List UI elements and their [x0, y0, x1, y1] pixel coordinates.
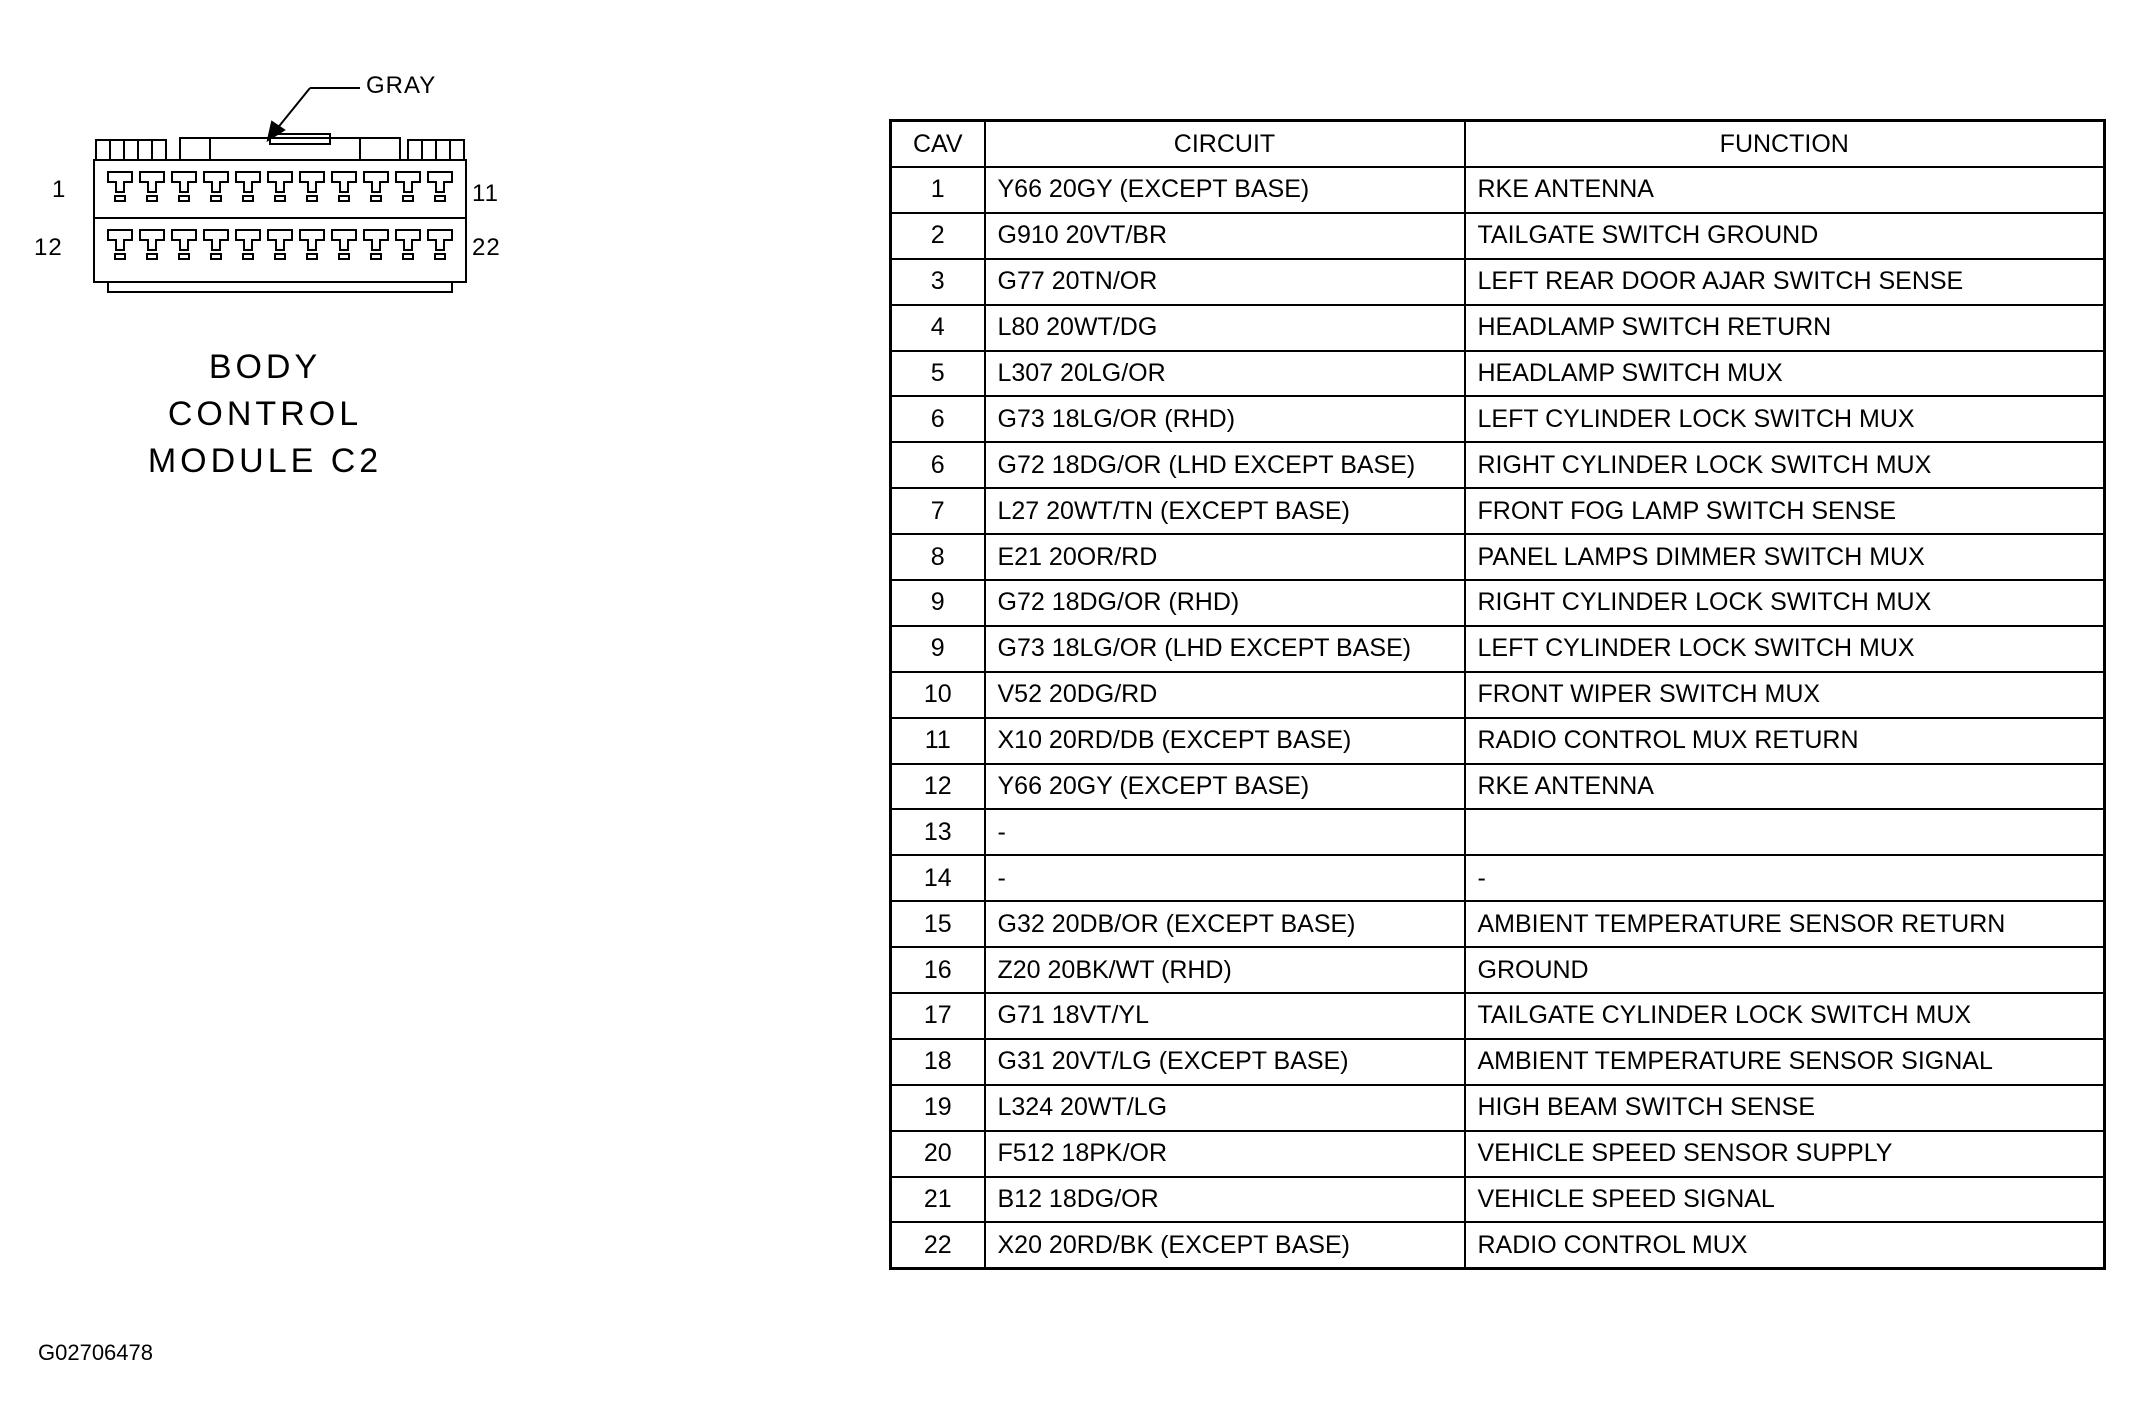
table-row [891, 580, 2105, 626]
cell-circuit: G77 20TN/OR [985, 259, 1465, 305]
cell-cav: 16 [891, 947, 985, 993]
pin-terminal [396, 230, 420, 259]
cell-circuit: G73 18LG/OR (RHD) [985, 396, 1465, 442]
cell-cav: 17 [891, 993, 985, 1039]
pin-terminal [364, 230, 388, 259]
table-row [891, 442, 2105, 488]
table-row [891, 718, 2105, 764]
cell-circuit: L80 20WT/DG [985, 305, 1465, 351]
cell-function: RKE ANTENNA [1465, 764, 2105, 810]
cell-circuit: L307 20LG/OR [985, 351, 1465, 397]
pin-terminal [268, 230, 292, 259]
cell-circuit: G31 20VT/LG (EXCEPT BASE) [985, 1039, 1465, 1085]
cell-cav: 20 [891, 1131, 985, 1177]
pin-terminal [396, 172, 420, 201]
cell-function: HEADLAMP SWITCH RETURN [1465, 305, 2105, 351]
cell-circuit: - [985, 855, 1465, 901]
cell-circuit: E21 20OR/RD [985, 534, 1465, 580]
pin-terminal [364, 172, 388, 201]
table-row [891, 764, 2105, 810]
cell-function: FRONT WIPER SWITCH MUX [1465, 672, 2105, 718]
cell-function: RADIO CONTROL MUX RETURN [1465, 718, 2105, 764]
connector-diagram [30, 60, 530, 320]
cell-circuit: B12 18DG/OR [985, 1177, 1465, 1223]
pin-label-top-left: 1 [52, 176, 67, 203]
cell-cav: 19 [891, 1085, 985, 1131]
cell-cav: 12 [891, 764, 985, 810]
table-row [891, 1131, 2105, 1177]
table-row [891, 855, 2105, 901]
table-row [891, 947, 2105, 993]
cell-cav: 6 [891, 442, 985, 488]
pin-label-top-right: 11 [472, 180, 499, 207]
cell-cav: 2 [891, 213, 985, 259]
cell-function: RIGHT CYLINDER LOCK SWITCH MUX [1465, 580, 2105, 626]
cell-circuit: Y66 20GY (EXCEPT BASE) [985, 167, 1465, 213]
cell-function: LEFT CYLINDER LOCK SWITCH MUX [1465, 396, 2105, 442]
cell-circuit: G72 18DG/OR (LHD EXCEPT BASE) [985, 442, 1465, 488]
cell-cav: 14 [891, 855, 985, 901]
table-row [891, 809, 2105, 855]
pin-terminal [300, 230, 324, 259]
cell-circuit: G72 18DG/OR (RHD) [985, 580, 1465, 626]
cell-function: GROUND [1465, 947, 2105, 993]
header-circuit: CIRCUIT [985, 121, 1465, 168]
module-title-line-1: BODY [208, 348, 322, 386]
table-row [891, 351, 2105, 397]
pinout-table [889, 119, 2106, 1270]
cell-cav: 4 [891, 305, 985, 351]
table-row [891, 993, 2105, 1039]
cell-cav: 1 [891, 167, 985, 213]
cell-cav: 9 [891, 626, 985, 672]
table-row [891, 901, 2105, 947]
table-row [891, 1039, 2105, 1085]
module-title-line-2: CONTROL [167, 395, 363, 433]
cell-circuit: Y66 20GY (EXCEPT BASE) [985, 764, 1465, 810]
pin-terminal [268, 172, 292, 201]
pin-terminal [172, 172, 196, 201]
table-header-row [891, 121, 2105, 168]
pin-terminal [332, 230, 356, 259]
cell-cav: 7 [891, 488, 985, 534]
table-row [891, 396, 2105, 442]
table-row [891, 167, 2105, 213]
table-row [891, 672, 2105, 718]
cell-circuit: X10 20RD/DB (EXCEPT BASE) [985, 718, 1465, 764]
pin-terminal [140, 172, 164, 201]
cell-cav: 21 [891, 1177, 985, 1223]
table-body [891, 167, 2105, 1269]
cell-cav: 13 [891, 809, 985, 855]
pin-terminal [300, 172, 324, 201]
pin-label-bottom-left: 12 [34, 234, 63, 261]
cell-circuit: L27 20WT/TN (EXCEPT BASE) [985, 488, 1465, 534]
cell-cav: 3 [891, 259, 985, 305]
cell-function: AMBIENT TEMPERATURE SENSOR RETURN [1465, 901, 2105, 947]
cell-circuit: - [985, 809, 1465, 855]
cell-function: VEHICLE SPEED SENSOR SUPPLY [1465, 1131, 2105, 1177]
cell-cav: 11 [891, 718, 985, 764]
pin-terminal [332, 172, 356, 201]
cell-cav: 6 [891, 396, 985, 442]
cell-function: TAILGATE SWITCH GROUND [1465, 213, 2105, 259]
module-title [110, 344, 420, 485]
cell-circuit: Z20 20BK/WT (RHD) [985, 947, 1465, 993]
cell-circuit: G910 20VT/BR [985, 213, 1465, 259]
cell-circuit: G32 20DB/OR (EXCEPT BASE) [985, 901, 1465, 947]
cell-function: LEFT CYLINDER LOCK SWITCH MUX [1465, 626, 2105, 672]
cell-cav: 18 [891, 1039, 985, 1085]
pin-terminal [140, 230, 164, 259]
cell-cav: 15 [891, 901, 985, 947]
cell-function: FRONT FOG LAMP SWITCH SENSE [1465, 488, 2105, 534]
cell-function: LEFT REAR DOOR AJAR SWITCH SENSE [1465, 259, 2105, 305]
table-row [891, 488, 2105, 534]
figure-id: G02706478 [38, 1340, 153, 1365]
cell-cav: 5 [891, 351, 985, 397]
cell-circuit: X20 20RD/BK (EXCEPT BASE) [985, 1222, 1465, 1268]
cell-function: PANEL LAMPS DIMMER SWITCH MUX [1465, 534, 2105, 580]
cell-function: RADIO CONTROL MUX [1465, 1222, 2105, 1268]
cell-function: AMBIENT TEMPERATURE SENSOR SIGNAL [1465, 1039, 2105, 1085]
pin-terminal [108, 230, 132, 259]
table-row [891, 213, 2105, 259]
cell-circuit: L324 20WT/LG [985, 1085, 1465, 1131]
pin-terminal [428, 230, 452, 259]
pin-terminal [172, 230, 196, 259]
pin-terminal [236, 230, 260, 259]
module-title-line-3: MODULE C2 [147, 442, 383, 480]
pin-terminal [204, 230, 228, 259]
table-row [891, 1085, 2105, 1131]
cell-cav: 9 [891, 580, 985, 626]
cell-cav: 10 [891, 672, 985, 718]
cell-circuit: G73 18LG/OR (LHD EXCEPT BASE) [985, 626, 1465, 672]
table-row [891, 305, 2105, 351]
header-function: FUNCTION [1465, 121, 2105, 168]
cell-function: RIGHT CYLINDER LOCK SWITCH MUX [1465, 442, 2105, 488]
cell-function: HIGH BEAM SWITCH SENSE [1465, 1085, 2105, 1131]
table-row [891, 534, 2105, 580]
table-row [891, 1177, 2105, 1223]
table-row [891, 626, 2105, 672]
pin-label-bottom-right: 22 [472, 234, 501, 261]
table-row [891, 259, 2105, 305]
cell-circuit: F512 18PK/OR [985, 1131, 1465, 1177]
cell-function: - [1465, 855, 2105, 901]
cell-function: RKE ANTENNA [1465, 167, 2105, 213]
pin-terminal [108, 172, 132, 201]
cell-cav: 8 [891, 534, 985, 580]
cell-function: TAILGATE CYLINDER LOCK SWITCH MUX [1465, 993, 2105, 1039]
connector-body [94, 88, 466, 292]
cell-function [1465, 809, 2105, 855]
cell-circuit: V52 20DG/RD [985, 672, 1465, 718]
cell-circuit: G71 18VT/YL [985, 993, 1465, 1039]
connector-color-label: GRAY [366, 72, 437, 99]
pin-terminal [428, 172, 452, 201]
cell-function: HEADLAMP SWITCH MUX [1465, 351, 2105, 397]
pin-terminal [236, 172, 260, 201]
header-cav: CAV [891, 121, 985, 168]
cell-cav: 22 [891, 1222, 985, 1268]
cell-function: VEHICLE SPEED SIGNAL [1465, 1177, 2105, 1223]
pin-terminal [204, 172, 228, 201]
connector-pins [108, 172, 452, 259]
table-row [891, 1222, 2105, 1268]
